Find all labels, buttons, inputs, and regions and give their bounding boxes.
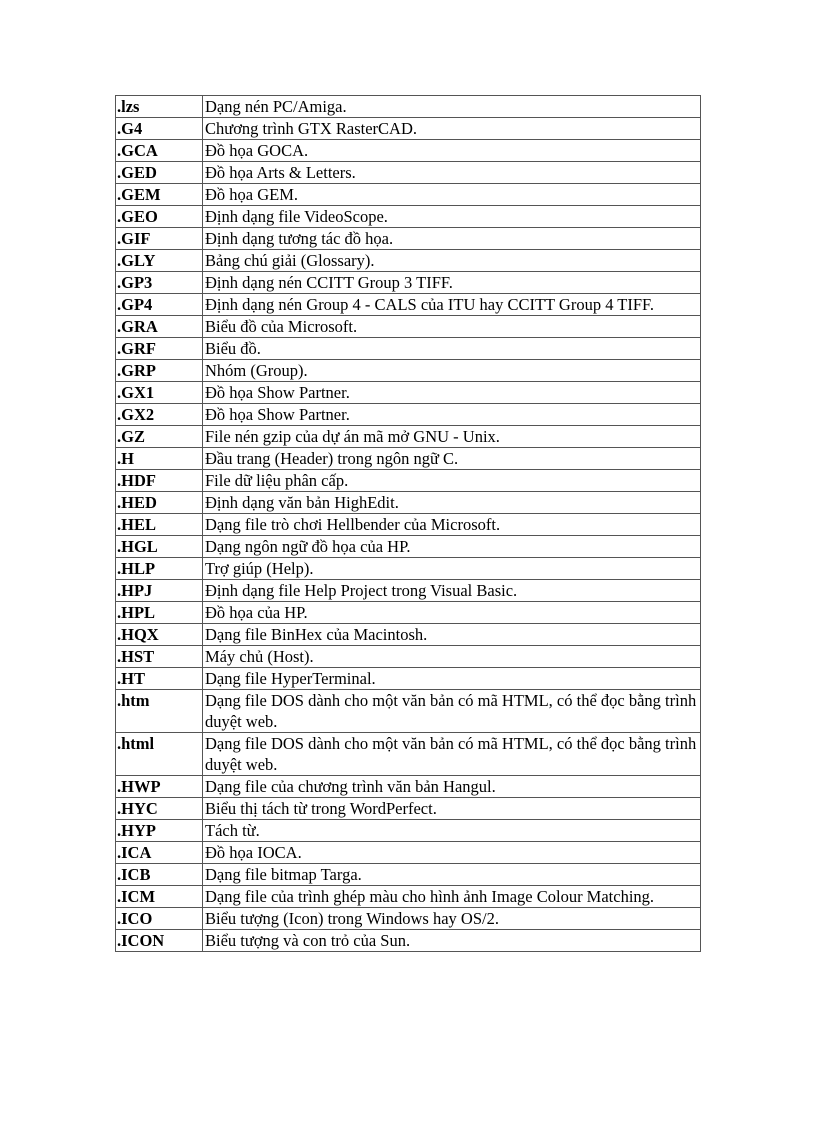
extension-cell: .HT [116, 668, 203, 690]
extension-cell: .HEL [116, 514, 203, 536]
table-row [116, 798, 701, 820]
description-cell: Định dạng tương tác đồ họa. [203, 228, 701, 250]
table-row [116, 514, 701, 536]
description-cell: Đồ họa GOCA. [203, 140, 701, 162]
description-cell: Đồ họa IOCA. [203, 842, 701, 864]
extension-cell: .ICA [116, 842, 203, 864]
table-row [116, 338, 701, 360]
extension-cell: .HYP [116, 820, 203, 842]
extension-cell: .GIF [116, 228, 203, 250]
extension-cell: .HLP [116, 558, 203, 580]
table-row [116, 470, 701, 492]
extension-cell: .G4 [116, 118, 203, 140]
description-cell: Đồ họa Arts & Letters. [203, 162, 701, 184]
extension-cell: .GRF [116, 338, 203, 360]
extension-cell: .GX2 [116, 404, 203, 426]
description-cell: Dạng ngôn ngữ đồ họa của HP. [203, 536, 701, 558]
description-cell: Dạng nén PC/Amiga. [203, 96, 701, 118]
description-cell: Biểu tượng (Icon) trong Windows hay OS/2. [203, 908, 701, 930]
description-cell: Dạng file DOS dành cho một văn bản có mã HTML, có thể đọc bằng trình duyệt web. [203, 733, 701, 776]
table-row [116, 646, 701, 668]
description-cell: Đồ họa Show Partner. [203, 404, 701, 426]
table-row [116, 908, 701, 930]
description-cell: Dạng file bitmap Targa. [203, 864, 701, 886]
table-row [116, 733, 701, 776]
table-row [116, 162, 701, 184]
extension-cell: .HGL [116, 536, 203, 558]
extension-cell: .GCA [116, 140, 203, 162]
extension-cell: .htm [116, 690, 203, 733]
extension-cell: .ICON [116, 930, 203, 952]
extension-cell: .GEM [116, 184, 203, 206]
extension-cell: .ICM [116, 886, 203, 908]
table-row [116, 360, 701, 382]
description-cell: Dạng file trò chơi Hellbender của Microsoft. [203, 514, 701, 536]
extension-cell: .H [116, 448, 203, 470]
table-row [116, 602, 701, 624]
extension-cell: .ICO [116, 908, 203, 930]
extension-cell: .GRA [116, 316, 203, 338]
table-row [116, 536, 701, 558]
table-row [116, 96, 701, 118]
extension-cell: .ICB [116, 864, 203, 886]
table-row [116, 820, 701, 842]
description-cell: Trợ giúp (Help). [203, 558, 701, 580]
extension-cell: .HST [116, 646, 203, 668]
description-cell: Định dạng file VideoScope. [203, 206, 701, 228]
description-cell: Dạng file của trình ghép màu cho hình ảnh Image Colour Matching. [203, 886, 701, 908]
table-row [116, 250, 701, 272]
file-extension-table [115, 95, 701, 952]
description-cell: Đầu trang (Header) trong ngôn ngữ C. [203, 448, 701, 470]
description-cell: Định dạng văn bản HighEdit. [203, 492, 701, 514]
description-cell: Dạng file HyperTerminal. [203, 668, 701, 690]
table-row [116, 206, 701, 228]
extension-cell: .HED [116, 492, 203, 514]
extension-cell: .GZ [116, 426, 203, 448]
description-cell: Nhóm (Group). [203, 360, 701, 382]
description-cell: Biểu tượng và con trỏ của Sun. [203, 930, 701, 952]
extension-cell: .GRP [116, 360, 203, 382]
description-cell: Tách từ. [203, 820, 701, 842]
description-cell: Dạng file DOS dành cho một văn bản có mã HTML, có thể đọc bằng trình duyệt web. [203, 690, 701, 733]
table-row [116, 316, 701, 338]
extension-cell: .HYC [116, 798, 203, 820]
table-row [116, 864, 701, 886]
extension-cell: .GEO [116, 206, 203, 228]
extension-cell: .GP4 [116, 294, 203, 316]
table-row [116, 184, 701, 206]
table-row [116, 426, 701, 448]
extension-cell: .GED [116, 162, 203, 184]
table-body [116, 96, 701, 952]
extension-cell: .GLY [116, 250, 203, 272]
table-row [116, 580, 701, 602]
description-cell: Máy chủ (Host). [203, 646, 701, 668]
table-row [116, 492, 701, 514]
extension-cell: .HWP [116, 776, 203, 798]
description-cell: File dữ liệu phân cấp. [203, 470, 701, 492]
description-cell: Định dạng file Help Project trong Visual Basic. [203, 580, 701, 602]
description-cell: Bảng chú giải (Glossary). [203, 250, 701, 272]
table-row [116, 118, 701, 140]
description-cell: Đồ họa của HP. [203, 602, 701, 624]
table-row [116, 842, 701, 864]
description-cell: Chương trình GTX RasterCAD. [203, 118, 701, 140]
description-cell: File nén gzip của dự án mã mở GNU - Unix. [203, 426, 701, 448]
description-cell: Định dạng nén CCITT Group 3 TIFF. [203, 272, 701, 294]
extension-cell: .HPJ [116, 580, 203, 602]
extension-cell: .HPL [116, 602, 203, 624]
extension-cell: .HDF [116, 470, 203, 492]
description-cell: Định dạng nén Group 4 - CALS của ITU hay CCITT Group 4 TIFF. [203, 294, 701, 316]
table-row [116, 886, 701, 908]
extension-cell: .lzs [116, 96, 203, 118]
table-row [116, 690, 701, 733]
extension-cell: .HQX [116, 624, 203, 646]
table-row [116, 624, 701, 646]
description-cell: Biểu đồ của Microsoft. [203, 316, 701, 338]
table-row [116, 558, 701, 580]
extension-cell: .GP3 [116, 272, 203, 294]
table-row [116, 668, 701, 690]
table-row [116, 448, 701, 470]
description-cell: Đồ họa Show Partner. [203, 382, 701, 404]
table-row [116, 294, 701, 316]
description-cell: Biểu thị tách từ trong WordPerfect. [203, 798, 701, 820]
table-row [116, 382, 701, 404]
extension-cell: .html [116, 733, 203, 776]
table-row [116, 776, 701, 798]
description-cell: Biểu đồ. [203, 338, 701, 360]
table-row [116, 404, 701, 426]
table-row [116, 272, 701, 294]
description-cell: Dạng file BinHex của Macintosh. [203, 624, 701, 646]
table-row [116, 140, 701, 162]
table-row [116, 228, 701, 250]
extension-cell: .GX1 [116, 382, 203, 404]
description-cell: Đồ họa GEM. [203, 184, 701, 206]
table-row [116, 930, 701, 952]
description-cell: Dạng file của chương trình văn bản Hangul. [203, 776, 701, 798]
